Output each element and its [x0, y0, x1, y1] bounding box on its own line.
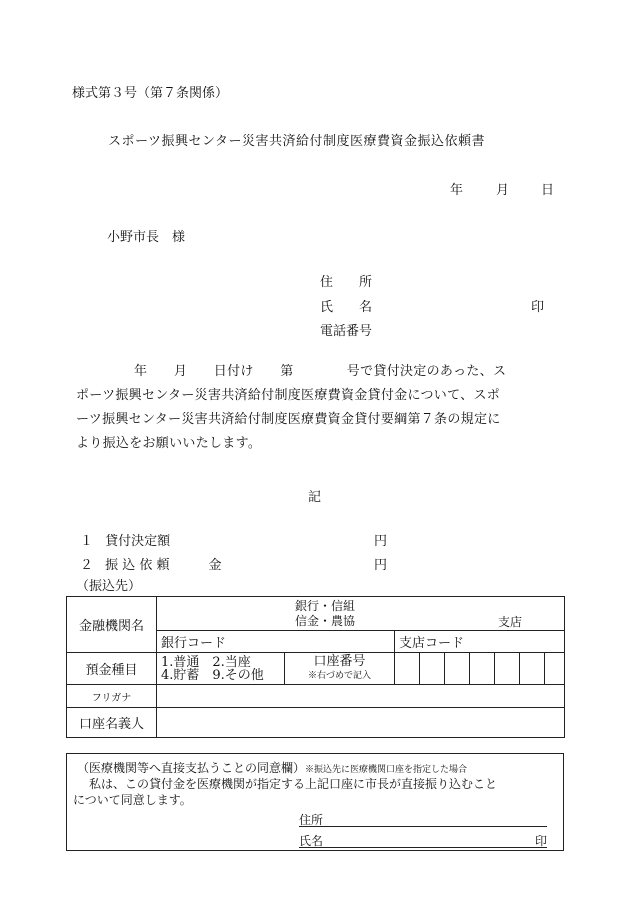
item-2	[80, 554, 222, 573]
account-digit-5[interactable]	[495, 653, 520, 685]
furigana-field[interactable]	[157, 685, 565, 708]
consent-name-label: 氏名	[299, 834, 324, 848]
date-day: 日	[541, 183, 555, 198]
account-number-label-cell	[285, 653, 395, 685]
consent-text-2: について同意します。	[73, 793, 192, 807]
holder-label-cell	[67, 708, 157, 738]
bank-code-label: 銀行コード	[161, 636, 227, 651]
consent-seal: 印	[535, 834, 548, 848]
deposit-type-label-cell	[67, 653, 157, 685]
deposit-option-1: 1.普通 2.当座	[161, 654, 251, 670]
account-digit-3[interactable]	[445, 653, 470, 685]
account-digit-1[interactable]	[395, 653, 420, 685]
item-1	[80, 530, 170, 549]
transfer-to-label: （振込先）	[76, 579, 142, 594]
branch-code-cell[interactable]	[395, 631, 565, 653]
account-number-label: 口座番号	[313, 653, 366, 669]
consent-note: ※振込先に医療機関口座を指定した場合	[305, 765, 468, 775]
institution-label-cell	[67, 597, 157, 653]
bank-types-1: 銀行・信組	[295, 599, 356, 613]
account-number-note: ※右づめで記入	[307, 670, 371, 681]
deposit-option-2: 4.貯蓄 9.その他	[161, 667, 264, 683]
consent-heading: （医療機関等へ直接支払うことの同意欄）	[77, 761, 306, 775]
body-line-1: 年 月 日付け 第 号で貸付決定のあった、ス	[134, 364, 507, 379]
body-line-2: ポーツ振興センター災害共済給付制度医療費資金貸付金について、スポ	[76, 388, 501, 403]
account-digit-7[interactable]	[545, 653, 565, 685]
item-1-unit: 円	[374, 534, 388, 549]
deposit-type-options[interactable]	[157, 653, 285, 685]
institution-label: 金融機関名	[78, 619, 144, 634]
bank-code-cell[interactable]	[157, 631, 395, 653]
consent-name-line[interactable]	[299, 847, 547, 848]
item-2-label: 振 込 依 頼 金	[105, 558, 222, 573]
applicant-seal: 印	[531, 300, 545, 315]
body-line-4: より振込をお願いいたします。	[76, 436, 262, 451]
item-1-label: 貸付決定額	[105, 534, 171, 549]
account-digit-4[interactable]	[470, 653, 495, 685]
request-body	[76, 360, 554, 456]
bank-types-2: 信金・農協	[295, 614, 356, 628]
ki-heading: 記	[308, 490, 322, 505]
date-year: 年	[450, 183, 464, 198]
furigana-label-cell	[67, 685, 157, 708]
branch-code-label: 支店コード	[399, 636, 465, 651]
bank-type-options	[295, 599, 355, 629]
consent-box	[66, 753, 564, 851]
applicant-address-label: 住 所	[320, 275, 373, 290]
item-1-number: １	[80, 534, 94, 549]
holder-label: 口座名義人	[78, 717, 144, 732]
date-month: 月	[496, 183, 510, 198]
consent-text-1: 私は、この貸付金を医療機関が指定する上記口座に市長が直接振り込むこと	[89, 777, 498, 791]
account-digit-2[interactable]	[420, 653, 445, 685]
applicant-name-label: 氏 名	[320, 300, 373, 315]
applicant-phone-label: 電話番号	[320, 324, 373, 339]
furigana-label: フリガナ	[91, 692, 132, 704]
consent-heading-line	[77, 759, 467, 776]
document-title: スポーツ振興センター災害共済給付制度医療費資金振込依頼書	[108, 134, 485, 149]
addressee: 小野市長 様	[107, 230, 186, 245]
form-number: 様式第３号（第７条関係）	[72, 86, 229, 101]
institution-name-cell[interactable]	[157, 597, 565, 631]
item-2-number: ２	[80, 558, 94, 573]
deposit-type-label: 預金種目	[85, 663, 138, 678]
account-digit-6[interactable]	[520, 653, 545, 685]
holder-field[interactable]	[157, 708, 565, 738]
branch-label: 支店	[498, 615, 523, 629]
consent-address-label: 住所	[299, 813, 324, 827]
bank-account-table	[66, 596, 565, 738]
item-2-unit: 円	[374, 558, 388, 573]
consent-address-line[interactable]	[299, 826, 547, 827]
body-line-3: ーツ振興センター災害共済給付制度医療費資金貸付要綱第７条の規定に	[76, 412, 501, 427]
